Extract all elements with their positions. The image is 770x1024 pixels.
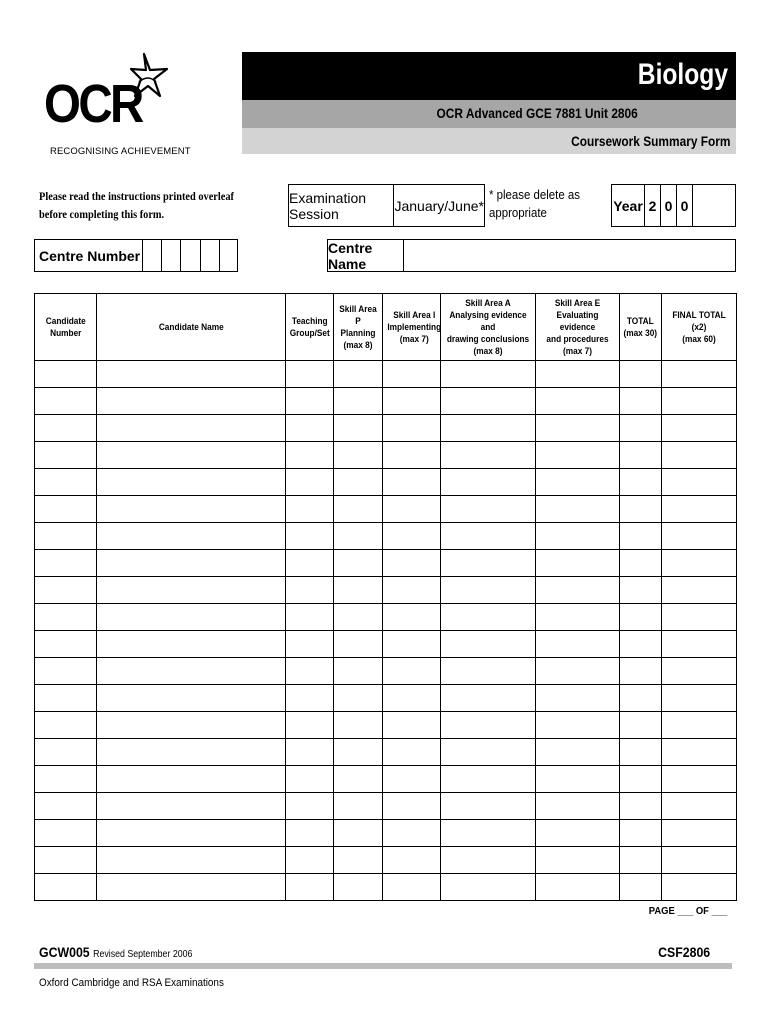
table-cell[interactable] — [35, 496, 97, 523]
column-header-line: Skill Area A — [465, 298, 511, 308]
centre-number-digit[interactable] — [143, 240, 162, 271]
table-cell[interactable] — [286, 550, 334, 577]
table-cell[interactable] — [97, 874, 286, 901]
table-cell[interactable] — [97, 577, 286, 604]
table-cell[interactable] — [441, 361, 536, 388]
table-cell[interactable] — [536, 550, 620, 577]
table-cell[interactable] — [662, 739, 737, 766]
table-cell[interactable] — [620, 631, 662, 658]
table-cell[interactable] — [286, 847, 334, 874]
ocr-logo — [44, 52, 191, 160]
table-cell[interactable] — [620, 712, 662, 739]
year-digit[interactable] — [693, 185, 735, 226]
table-cell[interactable] — [620, 442, 662, 469]
table-cell[interactable] — [620, 685, 662, 712]
table-cell[interactable] — [441, 685, 536, 712]
table-cell[interactable] — [536, 388, 620, 415]
table-cell[interactable] — [286, 874, 334, 901]
table-cell[interactable] — [97, 388, 286, 415]
exam-session-box — [288, 184, 485, 227]
table-cell[interactable] — [97, 442, 286, 469]
table-cell[interactable] — [662, 712, 737, 739]
table-cell[interactable] — [97, 550, 286, 577]
table-cell[interactable] — [35, 388, 97, 415]
page-of-label: PAGE ___ OF ___ — [648, 905, 727, 917]
table-cell[interactable] — [97, 604, 286, 631]
column-header-line: (max 60) — [682, 334, 716, 344]
table-cell[interactable] — [536, 793, 620, 820]
table-cell[interactable] — [536, 496, 620, 523]
logo-tagline: RECOGNISING ACHIEVEMENT — [50, 146, 191, 157]
table-cell[interactable] — [383, 685, 441, 712]
table-cell[interactable] — [334, 469, 383, 496]
table-cell[interactable] — [536, 442, 620, 469]
table-cell[interactable] — [620, 793, 662, 820]
table-cell[interactable] — [35, 685, 97, 712]
table-cell[interactable] — [441, 631, 536, 658]
instructions-text: Please read the instructions printed overleaf before completing this form. — [39, 191, 235, 221]
table-cell[interactable] — [286, 523, 334, 550]
column-header-line: Group/Set — [289, 328, 330, 338]
table-cell[interactable] — [383, 442, 441, 469]
table-cell[interactable] — [662, 496, 737, 523]
column-header-line: (x2) — [691, 322, 707, 332]
column-header — [97, 294, 286, 361]
table-cell[interactable] — [97, 469, 286, 496]
table-cell[interactable] — [620, 523, 662, 550]
table-cell[interactable] — [97, 658, 286, 685]
table-cell[interactable] — [441, 469, 536, 496]
table-cell[interactable] — [383, 847, 441, 874]
table-cell[interactable] — [334, 766, 383, 793]
table-row — [35, 415, 737, 442]
table-cell[interactable] — [383, 523, 441, 550]
centre-number-box — [34, 239, 238, 272]
column-header-line: Skill Area E — [554, 298, 601, 308]
column-header-line: and procedures — [546, 334, 609, 344]
qualification-title: OCR Advanced GCE 7881 Unit 2806 — [436, 105, 638, 121]
column-header-line: P Planning — [340, 316, 376, 338]
table-cell[interactable] — [441, 874, 536, 901]
year-box — [611, 184, 736, 227]
column-header-line: FINAL TOTAL — [672, 310, 726, 320]
table-cell[interactable] — [334, 523, 383, 550]
table-cell[interactable] — [620, 739, 662, 766]
table-cell[interactable] — [662, 415, 737, 442]
table-cell[interactable] — [536, 874, 620, 901]
table-cell[interactable] — [441, 523, 536, 550]
table-cell[interactable] — [620, 820, 662, 847]
table-cell[interactable] — [536, 739, 620, 766]
table-cell[interactable] — [97, 496, 286, 523]
table-cell[interactable] — [662, 361, 737, 388]
column-header-line: Analysing evidence and — [449, 310, 527, 332]
table-row — [35, 469, 737, 496]
table-cell[interactable] — [334, 658, 383, 685]
table-cell[interactable] — [35, 874, 97, 901]
table-cell[interactable] — [383, 388, 441, 415]
table-cell[interactable] — [383, 793, 441, 820]
column-header — [286, 294, 334, 361]
table-cell[interactable] — [441, 739, 536, 766]
column-header-line: Candidate — [45, 316, 86, 326]
table-row — [35, 523, 737, 550]
table-cell[interactable] — [286, 388, 334, 415]
column-header-line: Number — [49, 328, 82, 338]
table-cell[interactable] — [536, 712, 620, 739]
table-cell[interactable] — [620, 847, 662, 874]
year-digit[interactable]: 0 — [661, 185, 677, 226]
table-cell[interactable] — [662, 523, 737, 550]
table-cell[interactable] — [383, 766, 441, 793]
table-cell[interactable] — [441, 658, 536, 685]
table-cell[interactable] — [536, 820, 620, 847]
table-cell[interactable] — [441, 712, 536, 739]
form-title: Coursework Summary Form — [570, 133, 730, 149]
table-row — [35, 739, 737, 766]
table-cell[interactable] — [662, 820, 737, 847]
centre-number-digit[interactable] — [181, 240, 200, 271]
table-cell[interactable] — [441, 820, 536, 847]
table-body — [35, 361, 737, 901]
table-cell[interactable] — [334, 415, 383, 442]
year-label: Year — [612, 185, 645, 226]
delete-note-line1: * please delete as — [489, 187, 580, 202]
table-cell[interactable] — [35, 766, 97, 793]
table-cell[interactable] — [441, 847, 536, 874]
table-cell[interactable] — [334, 361, 383, 388]
delete-note — [489, 186, 580, 222]
table-cell[interactable] — [334, 820, 383, 847]
column-header-line: Skill Area — [339, 304, 377, 314]
table-cell[interactable] — [35, 415, 97, 442]
table-cell[interactable] — [334, 442, 383, 469]
table-cell[interactable] — [334, 631, 383, 658]
table-cell[interactable] — [441, 442, 536, 469]
table-row — [35, 496, 737, 523]
footer-divider — [34, 963, 732, 969]
table-cell[interactable] — [286, 604, 334, 631]
table-cell[interactable] — [383, 496, 441, 523]
table-cell[interactable] — [334, 847, 383, 874]
table-cell[interactable] — [334, 577, 383, 604]
table-cell[interactable] — [35, 793, 97, 820]
table-cell[interactable] — [334, 604, 383, 631]
table-cell[interactable] — [441, 766, 536, 793]
table-cell[interactable] — [334, 388, 383, 415]
table-cell[interactable] — [35, 577, 97, 604]
table-cell[interactable] — [35, 820, 97, 847]
table-cell[interactable] — [383, 874, 441, 901]
table-cell[interactable] — [334, 739, 383, 766]
table-cell[interactable] — [286, 469, 334, 496]
table-cell[interactable] — [334, 496, 383, 523]
table-cell[interactable] — [286, 415, 334, 442]
table-cell[interactable] — [286, 766, 334, 793]
year-digit[interactable]: 0 — [677, 185, 693, 226]
table-cell[interactable] — [620, 550, 662, 577]
table-cell[interactable] — [441, 793, 536, 820]
table-cell[interactable] — [662, 847, 737, 874]
table-cell[interactable] — [536, 523, 620, 550]
table-cell[interactable] — [35, 658, 97, 685]
table-cell[interactable] — [536, 685, 620, 712]
table-cell[interactable] — [97, 631, 286, 658]
table-cell[interactable] — [97, 415, 286, 442]
table-cell[interactable] — [620, 469, 662, 496]
column-header-line: (max 30) — [623, 328, 658, 338]
table-row — [35, 685, 737, 712]
table-cell[interactable] — [383, 469, 441, 496]
table-row — [35, 874, 737, 901]
column-header-line: Implementing — [387, 322, 442, 332]
table-cell[interactable] — [620, 361, 662, 388]
centre-name-label: Centre Name — [328, 240, 404, 271]
table-header-row — [35, 294, 737, 361]
table-cell[interactable] — [286, 442, 334, 469]
table-cell[interactable] — [35, 361, 97, 388]
table-cell[interactable] — [97, 739, 286, 766]
table-cell[interactable] — [620, 388, 662, 415]
table-cell[interactable] — [620, 496, 662, 523]
centre-number-digit[interactable] — [201, 240, 220, 271]
table-cell[interactable] — [97, 766, 286, 793]
organisation-name: Oxford Cambridge and RSA Examinations — [39, 977, 224, 989]
exam-session-field[interactable]: January/June* — [394, 197, 484, 214]
table-cell[interactable] — [662, 658, 737, 685]
table-cell[interactable] — [620, 874, 662, 901]
table-cell[interactable] — [662, 631, 737, 658]
table-cell[interactable] — [441, 415, 536, 442]
table-cell[interactable] — [620, 766, 662, 793]
table-cell[interactable] — [662, 442, 737, 469]
table-row — [35, 550, 737, 577]
table-cell[interactable] — [286, 793, 334, 820]
column-header-line: TOTAL — [627, 316, 654, 326]
column-header-line: Skill Area I — [393, 310, 436, 320]
delete-note-line2: appropriate — [489, 205, 547, 220]
table-cell[interactable] — [383, 415, 441, 442]
column-header — [383, 294, 441, 361]
table-cell[interactable] — [35, 712, 97, 739]
centre-number-digit[interactable] — [162, 240, 181, 271]
form-reference: CSF2806 — [657, 944, 710, 960]
centre-number-digit[interactable] — [220, 240, 237, 271]
table-cell[interactable] — [286, 712, 334, 739]
column-header-line: Teaching — [291, 316, 328, 326]
table-cell[interactable] — [662, 685, 737, 712]
exam-session-label: Examination Session — [289, 185, 394, 226]
centre-name-field[interactable] — [404, 240, 735, 271]
table-cell[interactable] — [35, 442, 97, 469]
table-cell[interactable] — [334, 685, 383, 712]
column-header-line: drawing conclusions — [446, 334, 530, 344]
form-code-number: GCW005 — [39, 944, 90, 960]
table-cell[interactable] — [536, 631, 620, 658]
column-header-line: (max 8) — [473, 346, 503, 356]
table-cell[interactable] — [286, 496, 334, 523]
centre-number-label: Centre Number — [35, 240, 143, 271]
table-cell[interactable] — [334, 874, 383, 901]
column-header-line: (max 8) — [343, 340, 373, 350]
table-cell[interactable] — [662, 577, 737, 604]
table-cell[interactable] — [536, 361, 620, 388]
table-cell[interactable] — [536, 847, 620, 874]
table-cell[interactable] — [97, 712, 286, 739]
table-row — [35, 712, 737, 739]
table-cell[interactable] — [662, 469, 737, 496]
table-cell[interactable] — [662, 550, 737, 577]
table-cell[interactable] — [383, 631, 441, 658]
table-cell[interactable] — [536, 415, 620, 442]
subject-title: Biology — [637, 58, 728, 91]
table-cell[interactable] — [620, 577, 662, 604]
table-cell[interactable] — [441, 496, 536, 523]
revision-note: Revised September 2006 — [93, 949, 193, 960]
table-cell[interactable] — [97, 820, 286, 847]
table-cell[interactable] — [35, 469, 97, 496]
table-cell[interactable] — [620, 415, 662, 442]
table-row — [35, 388, 737, 415]
table-cell[interactable] — [662, 388, 737, 415]
table-cell[interactable] — [286, 685, 334, 712]
table-row — [35, 847, 737, 874]
table-cell[interactable] — [286, 820, 334, 847]
table-cell[interactable] — [286, 577, 334, 604]
table-cell[interactable] — [286, 631, 334, 658]
column-header — [334, 294, 383, 361]
table-cell[interactable] — [441, 388, 536, 415]
table-cell[interactable] — [383, 739, 441, 766]
column-header — [662, 294, 737, 361]
table-cell[interactable] — [334, 793, 383, 820]
table-cell[interactable] — [620, 658, 662, 685]
star-icon — [130, 52, 170, 102]
column-header — [35, 294, 97, 361]
table-cell[interactable] — [383, 550, 441, 577]
table-cell[interactable] — [662, 793, 737, 820]
table-cell[interactable] — [97, 847, 286, 874]
table-cell[interactable] — [441, 577, 536, 604]
table-cell[interactable] — [35, 523, 97, 550]
column-header-line: (max 7) — [399, 334, 429, 344]
form-code — [39, 944, 192, 960]
table-cell[interactable] — [441, 604, 536, 631]
table-cell[interactable] — [662, 604, 737, 631]
table-cell[interactable] — [97, 361, 286, 388]
column-header — [620, 294, 662, 361]
table-cell[interactable] — [334, 712, 383, 739]
centre-name-box — [327, 239, 736, 272]
table-row — [35, 442, 737, 469]
table-cell[interactable] — [383, 658, 441, 685]
table-cell[interactable] — [383, 604, 441, 631]
candidate-marks-table — [34, 293, 737, 901]
table-cell[interactable] — [97, 523, 286, 550]
table-cell[interactable] — [35, 739, 97, 766]
table-cell[interactable] — [35, 847, 97, 874]
table-row — [35, 361, 737, 388]
table-cell[interactable] — [536, 604, 620, 631]
table-cell[interactable] — [536, 658, 620, 685]
column-header — [441, 294, 536, 361]
column-header-line: (max 7) — [562, 346, 592, 356]
table-cell[interactable] — [441, 550, 536, 577]
table-cell[interactable] — [35, 550, 97, 577]
table-cell[interactable] — [536, 469, 620, 496]
table-row — [35, 820, 737, 847]
table-cell[interactable] — [97, 793, 286, 820]
table-cell[interactable] — [536, 577, 620, 604]
table-row — [35, 793, 737, 820]
table-cell[interactable] — [620, 604, 662, 631]
table-cell[interactable] — [383, 712, 441, 739]
column-header-line: Evaluating evidence — [556, 310, 599, 332]
table-cell[interactable] — [662, 874, 737, 901]
table-cell[interactable] — [383, 820, 441, 847]
table-row — [35, 577, 737, 604]
table-cell[interactable] — [334, 550, 383, 577]
table-row — [35, 766, 737, 793]
year-digit[interactable]: 2 — [645, 185, 661, 226]
table-cell[interactable] — [383, 361, 441, 388]
table-cell[interactable] — [383, 577, 441, 604]
table-cell[interactable] — [97, 685, 286, 712]
logo-wordmark: OCR — [44, 74, 142, 134]
table-row — [35, 604, 737, 631]
table-cell[interactable] — [286, 739, 334, 766]
table-cell[interactable] — [35, 631, 97, 658]
column-header — [536, 294, 620, 361]
table-cell[interactable] — [662, 766, 737, 793]
table-cell[interactable] — [536, 766, 620, 793]
table-row — [35, 658, 737, 685]
table-cell[interactable] — [35, 604, 97, 631]
table-cell[interactable] — [286, 361, 334, 388]
column-header-line: Candidate Name — [158, 322, 224, 332]
table-cell[interactable] — [286, 658, 334, 685]
table-row — [35, 631, 737, 658]
